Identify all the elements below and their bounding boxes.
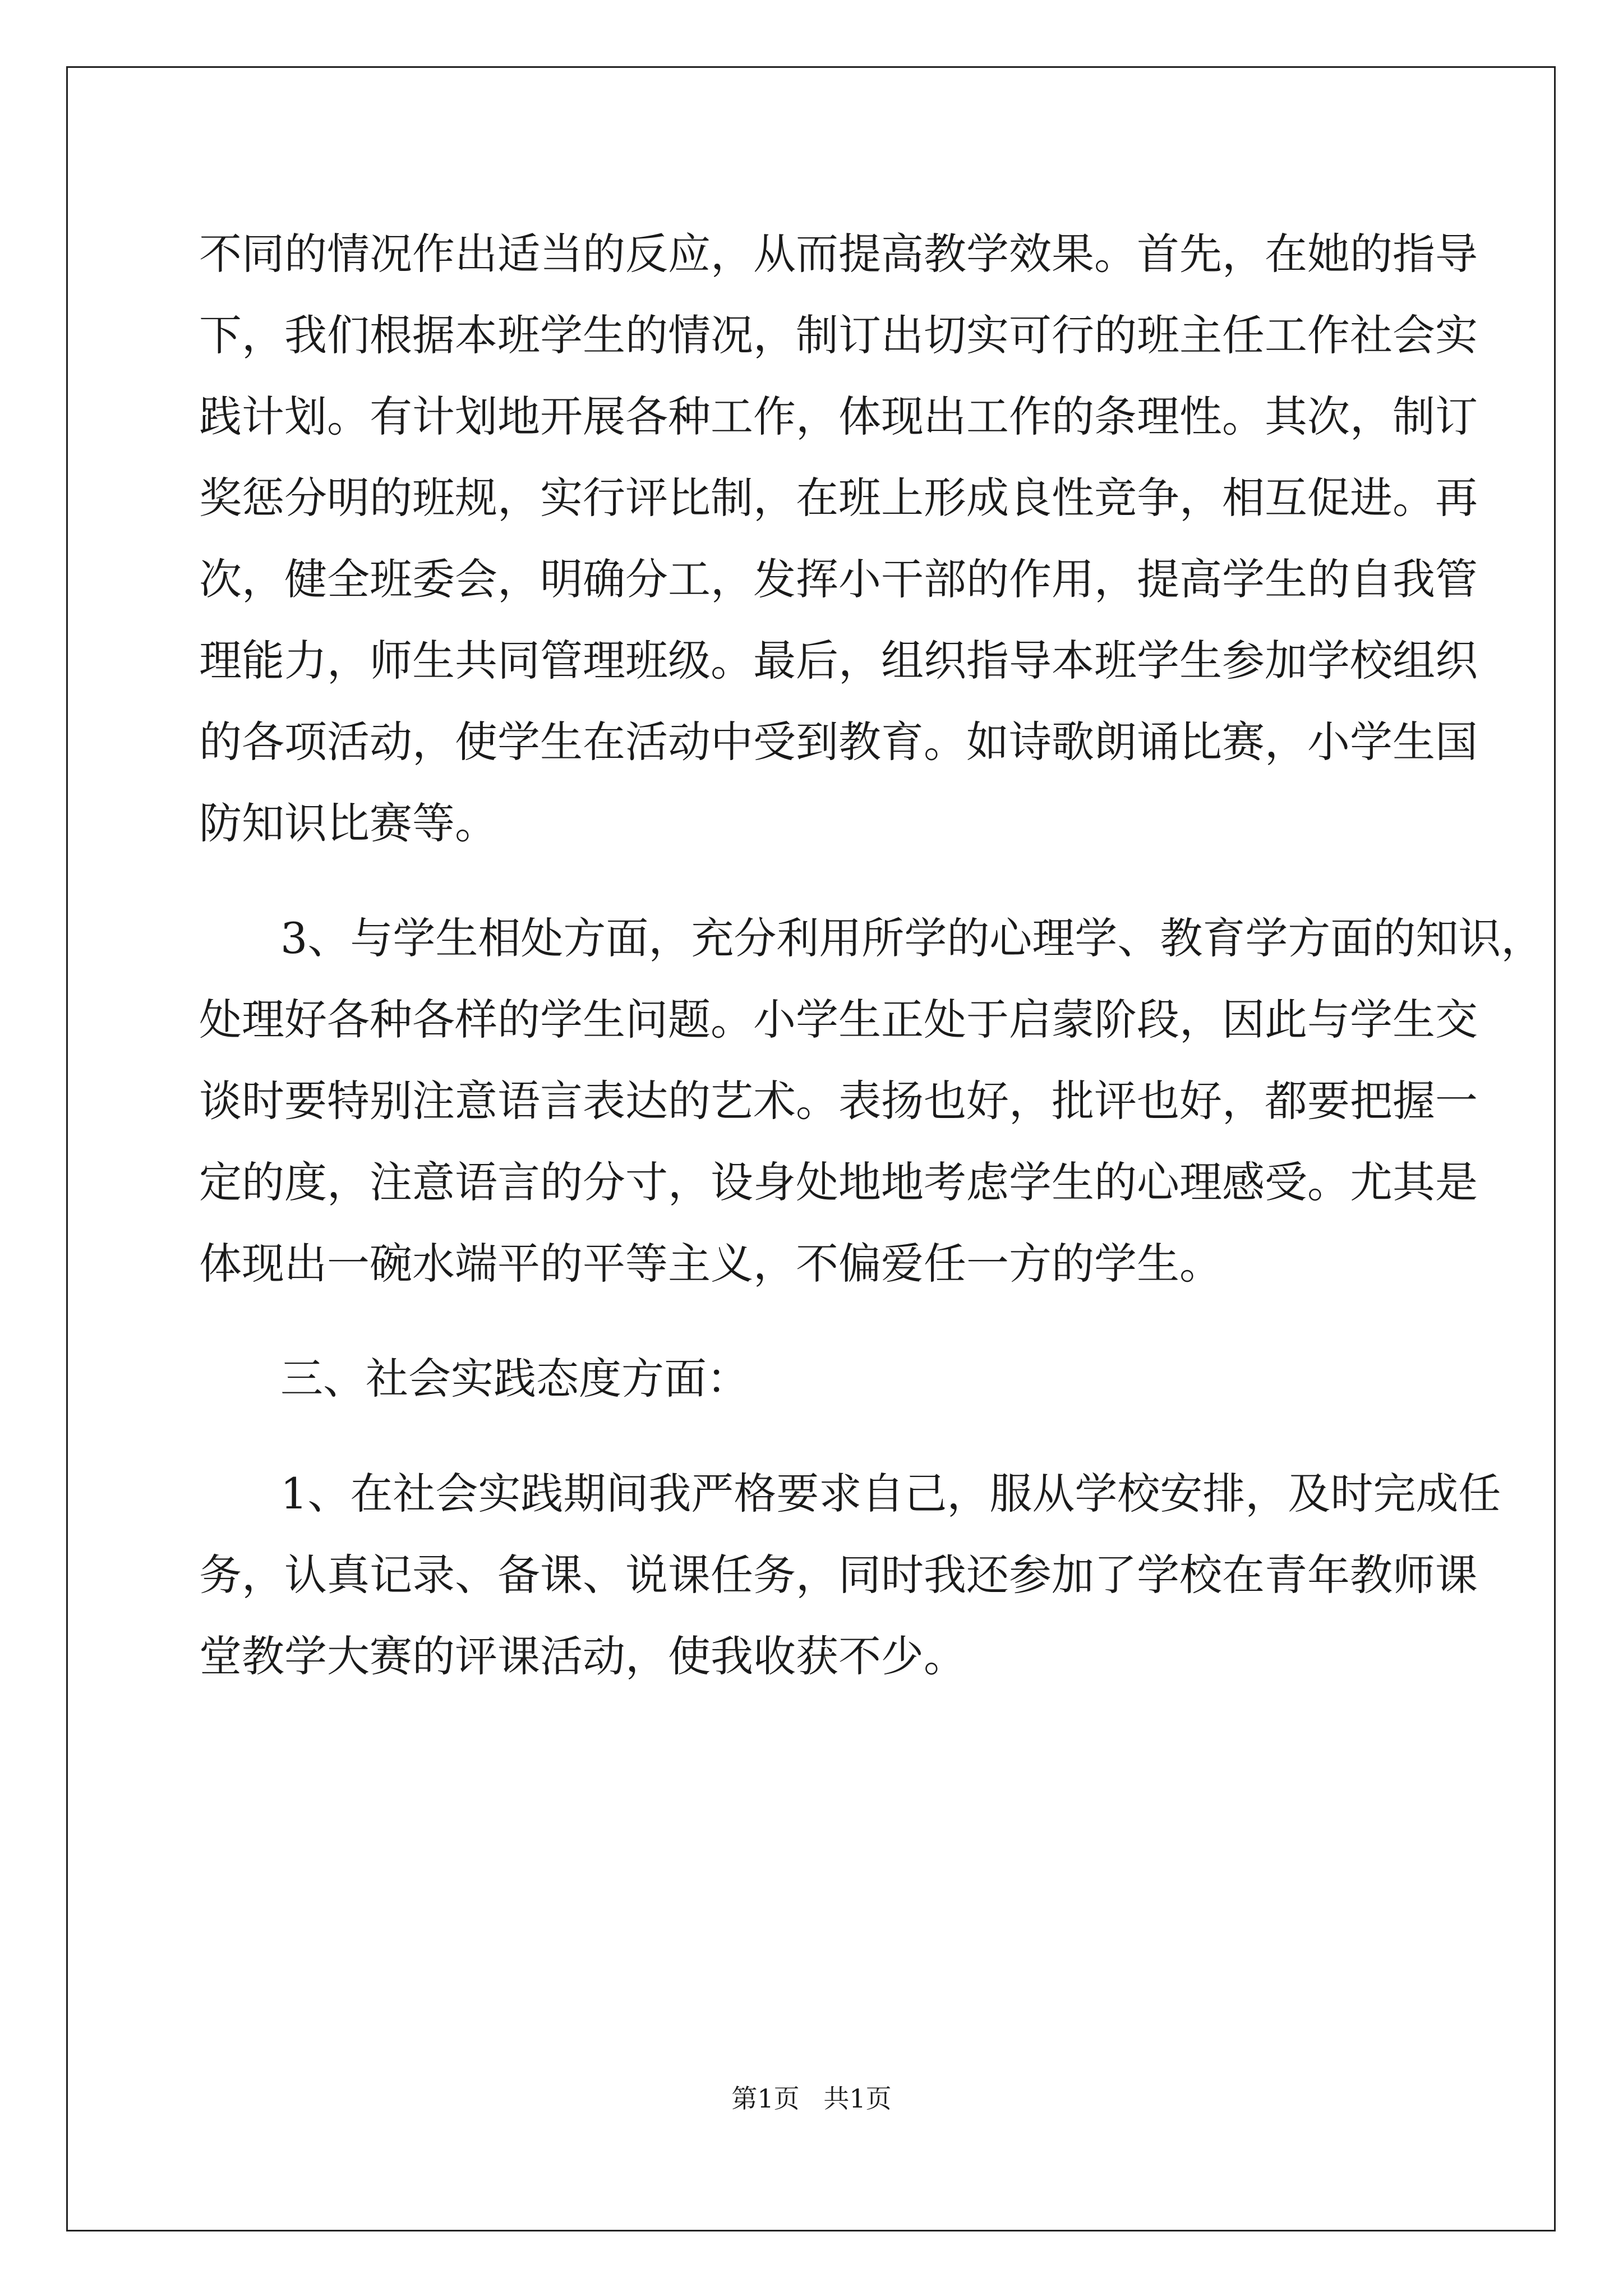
text-line: 处理好各种各样的学生问题。小学生正处于启蒙阶段，因此与学生交 bbox=[199, 995, 1478, 1045]
paragraph-heading-1: 1、在社会实践期间我严格要求自己，服从学校安排，及时完成任 bbox=[280, 1469, 1501, 1519]
text-line: 的各项活动，使学生在活动中受到教育。如诗歌朗诵比赛，小学生国 bbox=[199, 717, 1478, 767]
text-line: 奖惩分明的班规，实行评比制，在班上形成良性竞争，相互促进。再 bbox=[199, 473, 1478, 523]
text-line: 下，我们根据本班学生的情况，制订出切实可行的班主任工作社会实 bbox=[199, 310, 1478, 360]
page-footer bbox=[0, 2078, 1623, 2115]
text-line: 务，认真记录、备课、说课任务，同时我还参加了学校在青年教师课 bbox=[199, 1550, 1478, 1600]
text-line: 体现出一碗水端平的平等主义，不偏爱任一方的学生。 bbox=[199, 1239, 1222, 1289]
text-line: 次，健全班委会，明确分工，发挥小干部的作用，提高学生的自我管 bbox=[199, 554, 1478, 604]
document-body bbox=[199, 213, 1544, 1697]
text-line: 不同的情况作出适当的反应，从而提高教学效果。首先，在她的指导 bbox=[199, 229, 1478, 279]
text-line: 防知识比赛等。 bbox=[199, 798, 497, 848]
section-heading: 三、社会实践态度方面： bbox=[280, 1354, 749, 1404]
paragraph-heading-3: 3、与学生相处方面，充分利用所学的心理学、教育学方面的知识， bbox=[280, 913, 1544, 963]
text-line: 定的度，注意语言的分寸，设身处地地考虑学生的心理感受。尤其是 bbox=[199, 1157, 1478, 1207]
text-line: 谈时要特别注意语言表达的艺术。表扬也好，批评也好，都要把握一 bbox=[199, 1076, 1478, 1126]
text-line: 践计划。有计划地开展各种工作，体现出工作的条理性。其次，制订 bbox=[199, 392, 1478, 441]
page-total: 共1页 bbox=[823, 2083, 892, 2114]
text-line: 堂教学大赛的评课活动，使我收获不少。 bbox=[199, 1631, 966, 1681]
text-line: 理能力，师生共同管理班级。最后，组织指导本班学生参加学校组织 bbox=[199, 636, 1478, 685]
page-number: 第1页 bbox=[731, 2083, 800, 2114]
